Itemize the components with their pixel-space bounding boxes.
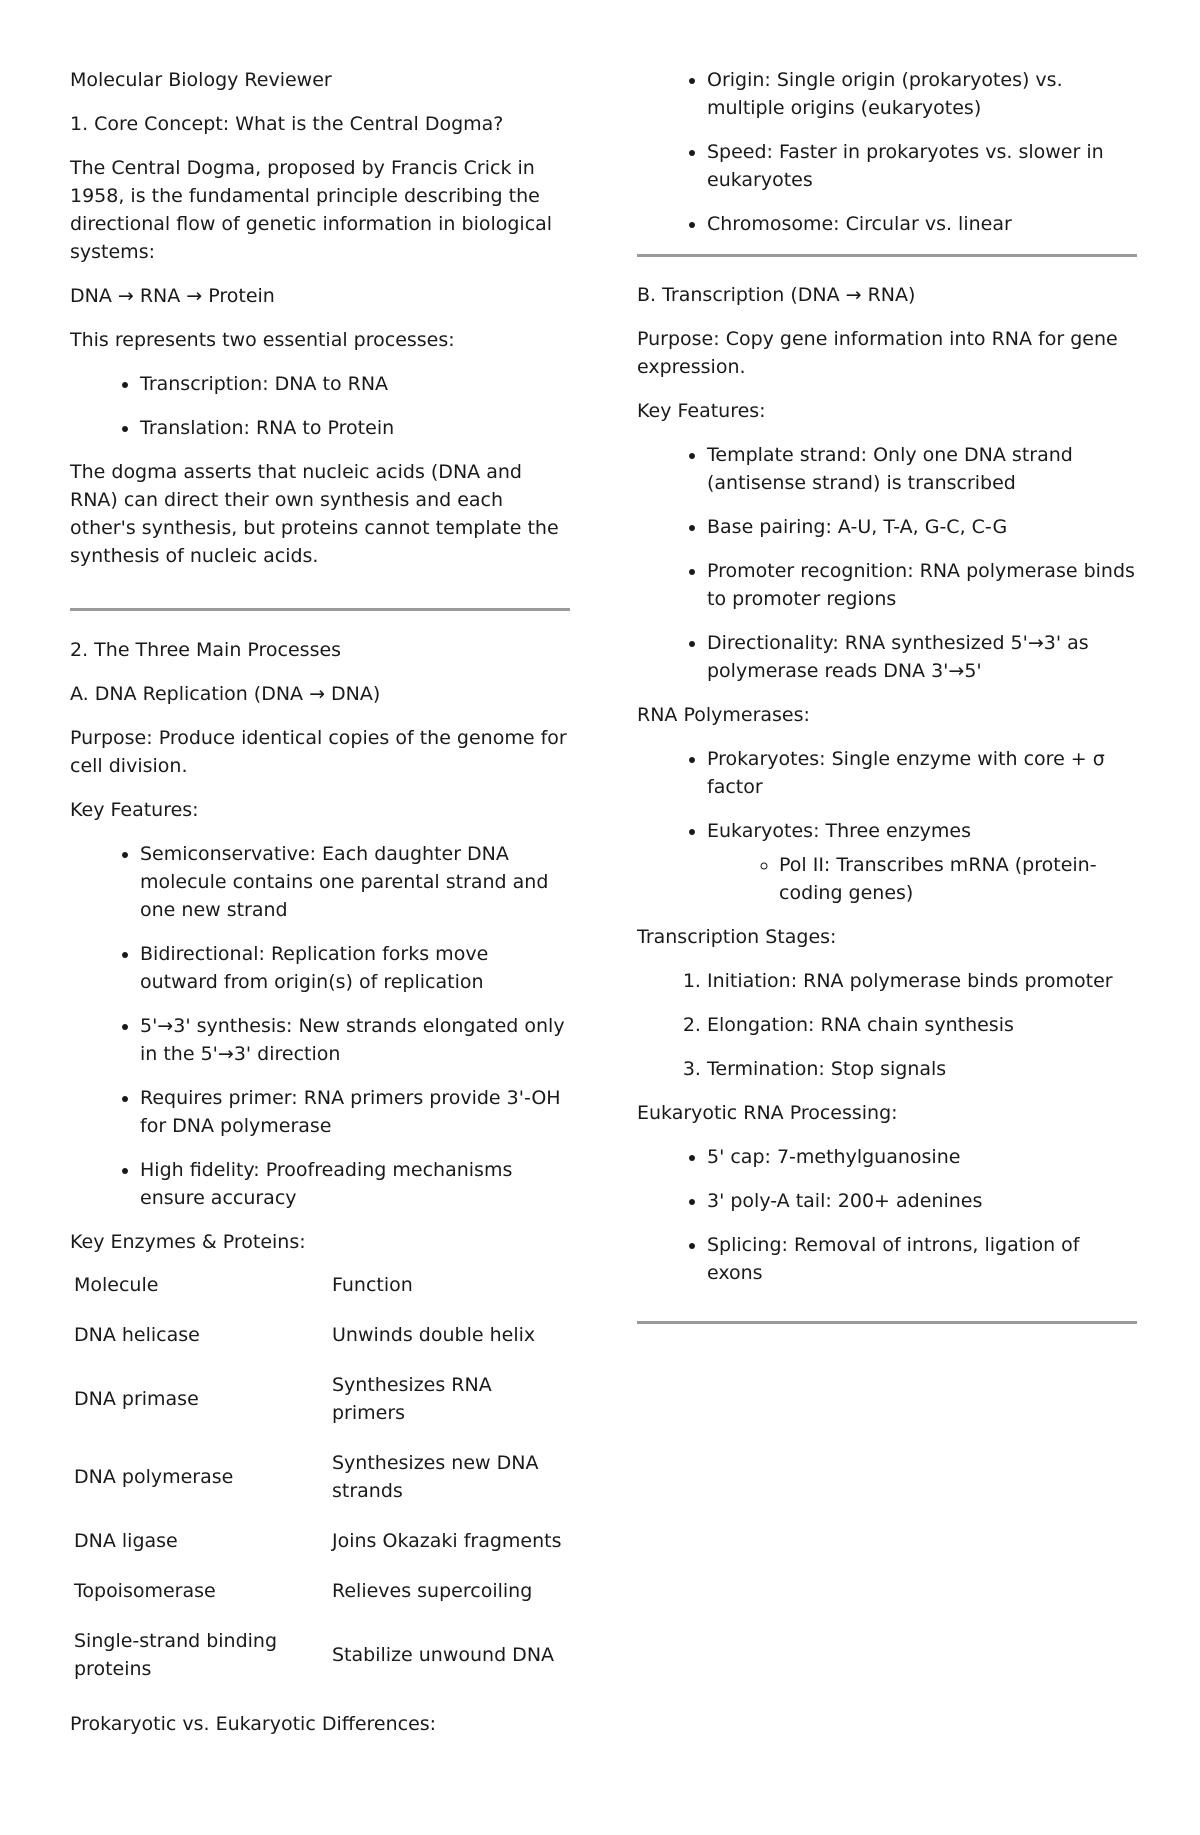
table-row [70,1616,570,1694]
left-column [70,66,570,1754]
list-item: • Bidirectional: Replication forks move outward from origin(s) of replication [140,940,570,996]
list-item: • Speed: Faster in prokaryotes vs. slower in eukaryotes [707,138,1137,194]
differences-list [637,66,1137,238]
replication-features-label: Key Features: [70,799,199,821]
transcription-features-list [637,441,1137,685]
table-header-cell: Function [332,1274,413,1296]
dogma-assertion: The dogma asserts that nucleic acids (DNA and RNA) can direct their own synthesis and each other's synthesis, but proteins cannot template the synthesis of nucleic acids. [70,461,559,567]
table-cell: Joins Okazaki fragments [332,1530,562,1552]
document-title: Molecular Biology Reviewer [70,69,332,91]
replication-purpose: Purpose: Produce identical copies of the genome for cell division. [70,727,567,777]
list-item: • Template strand: Only one DNA strand (antisense strand) is transcribed [707,441,1137,497]
section-divider [637,254,1137,257]
list-item: • 5' cap: 7-methylguanosine [707,1143,1137,1171]
stages-label: Transcription Stages: [637,926,837,948]
list-item: • Semiconservative: Each daughter DNA molecule contains one parental strand and one new strand [140,840,570,924]
table-cell: Synthesizes new DNA strands [332,1452,539,1502]
processing-label: Eukaryotic RNA Processing: [637,1102,898,1124]
list-item: • 5'→3' synthesis: New strands elongated only in the 5'→3' direction [140,1012,570,1068]
section-2-heading: 2. The Three Main Processes [70,639,342,661]
table-row [70,1360,570,1438]
central-dogma-intro: The Central Dogma, proposed by Francis Crick in 1958, is the fundamental principle describing the directional flow of genetic information in biological systems: [70,157,553,263]
enzymes-table [70,1260,570,1694]
table-header-row [70,1260,570,1310]
section-1-heading: 1. Core Concept: What is the Central Dogma? [70,113,504,135]
table-row [70,1566,570,1616]
section-divider [637,1321,1137,1324]
table-cell: DNA helicase [74,1324,200,1346]
list-item: • Directionality: RNA synthesized 5'→3' as polymerase reads DNA 3'→5' [707,629,1137,685]
list-item [707,817,1137,907]
central-dogma-flow: DNA → RNA → Protein [70,285,275,307]
replication-features-list [70,840,570,1212]
polymerases-list [637,745,1137,907]
table-cell: Topoisomerase [74,1580,216,1602]
table-cell: Unwinds double helix [332,1324,536,1346]
list-item-text: Eukaryotes: Three enzymes [707,820,972,842]
differences-label: Prokaryotic vs. Eukaryotic Differences: [70,1713,437,1735]
table-cell: DNA ligase [74,1530,178,1552]
list-item: • Transcription: DNA to RNA [140,370,570,398]
transcription-purpose: Purpose: Copy gene information into RNA for gene expression. [637,328,1118,378]
table-row [70,1310,570,1360]
table-cell: Stabilize unwound DNA [332,1644,555,1666]
list-item: • Prokaryotes: Single enzyme with core + σ factor [707,745,1137,801]
polymerases-sublist [707,851,1137,907]
transcription-features-label: Key Features: [637,400,766,422]
table-cell: Relieves supercoiling [332,1580,533,1602]
list-item: • High fidelity: Proofreading mechanisms ensure accuracy [140,1156,570,1212]
list-item: • Translation: RNA to Protein [140,414,570,442]
list-item: • Splicing: Removal of introns, ligation of exons [707,1231,1137,1287]
list-item: • Promoter recognition: RNA polymerase binds to promoter regions [707,557,1137,613]
list-item: 2. Elongation: RNA chain synthesis [707,1011,1137,1039]
enzymes-label: Key Enzymes & Proteins: [70,1231,306,1253]
table-cell: DNA polymerase [74,1466,234,1488]
list-item: • 3' poly-A tail: 200+ adenines [707,1187,1137,1215]
list-item: • Requires primer: RNA primers provide 3'-OH for DNA polymerase [140,1084,570,1140]
processing-list [637,1143,1137,1287]
transcription-heading: B. Transcription (DNA → RNA) [637,284,916,306]
list-item: 3. Termination: Stop signals [707,1055,1137,1083]
list-item: ◦ Pol II: Transcribes mRNA (protein-coding genes) [779,851,1137,907]
list-item: • Origin: Single origin (prokaryotes) vs. multiple origins (eukaryotes) [707,66,1137,122]
processes-list [70,370,570,442]
table-cell: Synthesizes RNA primers [332,1374,492,1424]
list-item: • Base pairing: A-U, T-A, G-C, C-G [707,513,1137,541]
right-column [637,66,1137,1324]
table-cell: Single-strand binding proteins [74,1630,278,1680]
processes-intro: This represents two essential processes: [70,329,455,351]
table-row [70,1516,570,1566]
section-divider [70,608,570,611]
list-item: 1. Initiation: RNA polymerase binds promoter [707,967,1137,995]
stages-list [637,967,1137,1083]
list-item: • Chromosome: Circular vs. linear [707,210,1137,238]
table-header-cell: Molecule [74,1274,159,1296]
replication-heading: A. DNA Replication (DNA → DNA) [70,683,381,705]
table-row [70,1438,570,1516]
polymerases-label: RNA Polymerases: [637,704,810,726]
table-cell: DNA primase [74,1388,199,1410]
